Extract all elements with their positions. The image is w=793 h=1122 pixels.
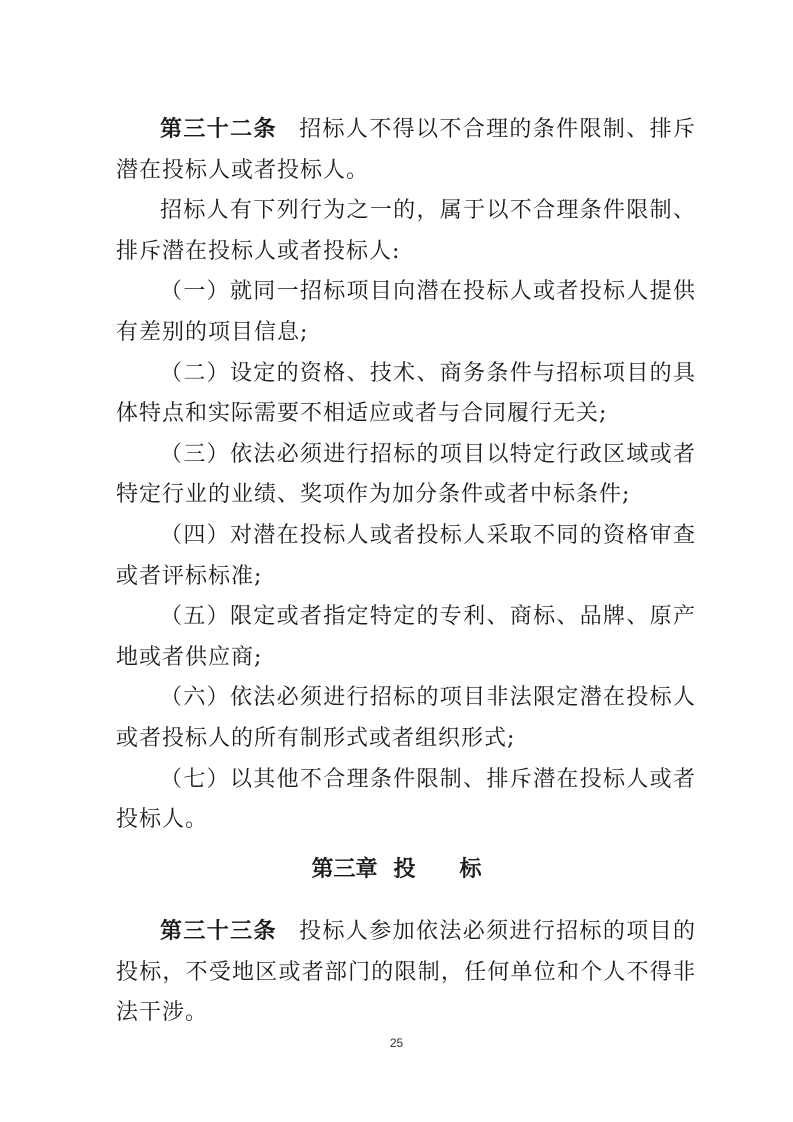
chapter-number: 第三章	[311, 857, 378, 882]
article-32-item-4: （四）对潜在投标人或者投标人采取不同的资格审查或者评标标准;	[116, 522, 696, 589]
article-32-item-6: （六）依法必须进行招标的项目非法限定潜在投标人或者投标人的所有制形式或者组织形式;	[116, 685, 696, 751]
article-32-lead: 招标人不得以不合理的条件限制、排斥潜在投标人或者投标人。	[116, 117, 696, 183]
article-32-intro: 招标人有下列行为之一的，属于以不合理条件限制、排斥潜在投标人或者投标人:	[116, 198, 696, 264]
article-33	[116, 912, 696, 1034]
article-32-item-3: （三）依法必须进行招标的项目以特定行政区域或者特定行业的业绩、奖项作为加分条件或者中标条件;	[116, 441, 696, 508]
article-32-heading: 第三十二条	[160, 117, 277, 142]
article-32-item-2: （二）设定的资格、技术、商务条件与招标项目的具体特点和实际需要不相适应或者与合同履行无关;	[116, 360, 696, 427]
article-32-item-5: （五）限定或者指定特定的专利、商标、品牌、原产地或者供应商;	[116, 604, 696, 670]
chapter-heading	[0, 852, 793, 883]
article-32	[116, 110, 696, 841]
chapter-title-part1: 投	[393, 857, 416, 882]
chapter-title-part2: 标	[459, 857, 482, 882]
page-number: 25	[389, 1036, 404, 1050]
article-33-heading: 第三十三条	[160, 919, 277, 944]
article-33-body: 投标人参加依法必须进行招标的项目的投标，不受地区或者部门的限制，任何单位和个人不得非法干涉。	[116, 919, 696, 1026]
article-32-item-1: （一）就同一招标项目向潜在投标人或者投标人提供有差别的项目信息;	[116, 279, 696, 345]
article-32-lead-paragraph	[116, 110, 696, 191]
article-32-item-7: （七）以其他不合理条件限制、排斥潜在投标人或者投标人。	[116, 766, 696, 833]
article-33-paragraph	[116, 912, 696, 1034]
